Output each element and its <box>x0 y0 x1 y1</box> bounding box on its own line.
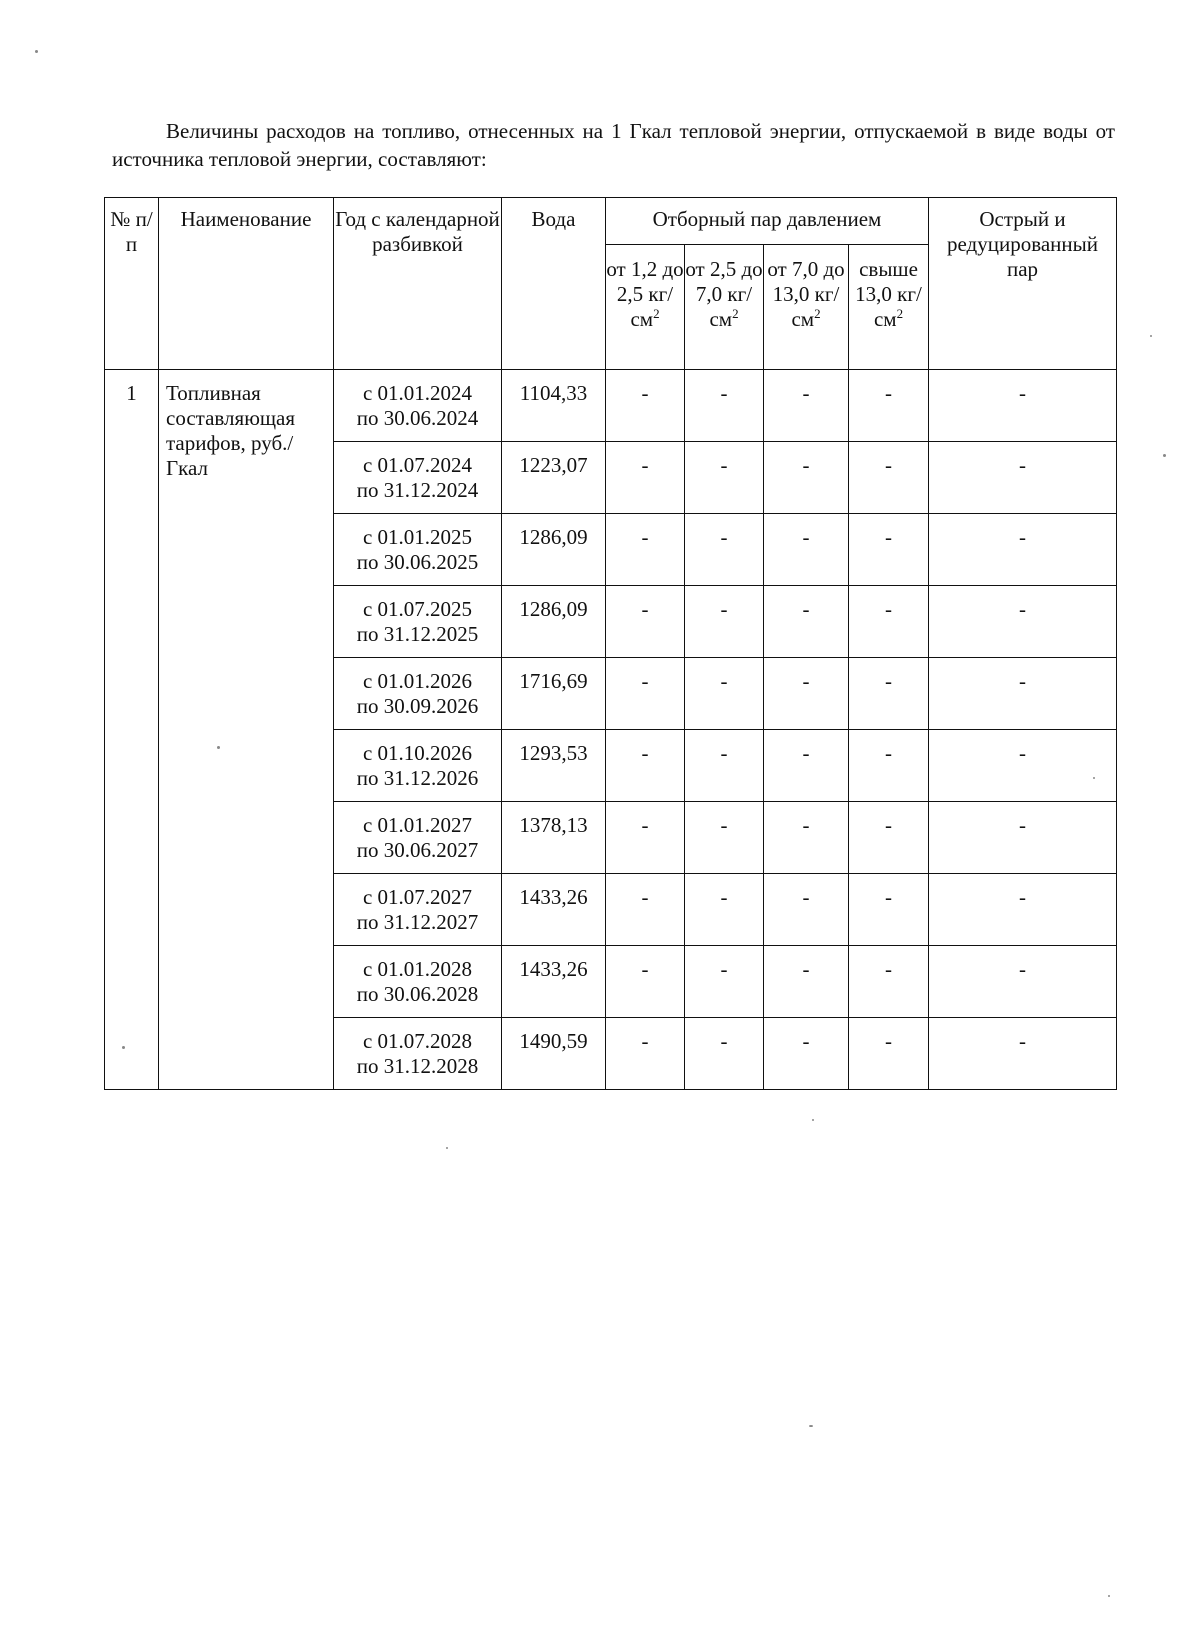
sharp-steam-value: - <box>929 586 1117 658</box>
steam-value: - <box>606 658 685 730</box>
sharp-steam-value: - <box>929 1018 1117 1090</box>
period-to: по 30.06.2024 <box>356 406 479 430</box>
pressure-exponent: 2 <box>653 306 660 321</box>
header-num: № п/п <box>105 198 159 370</box>
header-steam-group: Отборный пар давлением <box>606 198 929 245</box>
period-cell <box>334 514 502 586</box>
period-to: по 31.12.2026 <box>356 766 479 790</box>
steam-value: - <box>606 874 685 946</box>
period-from: с 01.07.2025 <box>362 597 473 621</box>
header-name: Наименование <box>159 198 334 370</box>
sharp-steam-value: - <box>929 730 1117 802</box>
steam-value: - <box>685 658 764 730</box>
intro-paragraph: Величины расходов на топливо, отнесенных на 1 Гкал тепловой энергии, отпускаемой в виде воды от источника тепловой энергии, составляют: <box>112 119 1115 171</box>
table-row <box>105 370 1117 442</box>
row-name: Топливная составляющая тарифов, руб./Гкал <box>159 370 334 1090</box>
water-value: 1293,53 <box>502 730 606 802</box>
period-cell <box>334 370 502 442</box>
scan-speck <box>809 1425 813 1427</box>
period-from: с 01.01.2026 <box>362 669 473 693</box>
steam-value: - <box>606 442 685 514</box>
period-cell <box>334 946 502 1018</box>
pressure-label: от 1,2 до 2,5 кг/см <box>606 257 684 331</box>
steam-value: - <box>764 370 849 442</box>
steam-value: - <box>606 802 685 874</box>
period-from: с 01.10.2026 <box>362 741 473 765</box>
pressure-label: свыше 13,0 кг/см <box>855 257 922 331</box>
steam-value: - <box>685 730 764 802</box>
steam-value: - <box>606 514 685 586</box>
steam-value: - <box>685 586 764 658</box>
period-from: с 01.07.2027 <box>362 885 473 909</box>
period-cell <box>334 442 502 514</box>
header-period: Год с календарной разбивкой <box>334 198 502 370</box>
header-water: Вода <box>502 198 606 370</box>
steam-value: - <box>606 1018 685 1090</box>
pressure-exponent: 2 <box>814 306 821 321</box>
period-from: с 01.01.2027 <box>362 813 473 837</box>
header-pressure-2 <box>685 245 764 370</box>
scan-speck <box>1150 335 1152 337</box>
scan-speck <box>446 1147 448 1149</box>
scan-speck <box>1108 1595 1110 1597</box>
header-row <box>105 198 1117 245</box>
steam-value: - <box>685 514 764 586</box>
scan-speck <box>1163 454 1166 457</box>
water-value: 1104,33 <box>502 370 606 442</box>
period-to: по 31.12.2027 <box>356 910 479 934</box>
period-to: по 30.06.2028 <box>356 982 479 1006</box>
pressure-label: от 7,0 до 13,0 кг/см <box>767 257 845 331</box>
sharp-steam-value: - <box>929 514 1117 586</box>
period-to: по 31.12.2028 <box>356 1054 479 1078</box>
steam-value: - <box>764 586 849 658</box>
water-value: 1433,26 <box>502 874 606 946</box>
water-value: 1433,26 <box>502 946 606 1018</box>
sharp-steam-value: - <box>929 658 1117 730</box>
period-cell <box>334 730 502 802</box>
steam-value: - <box>685 1018 764 1090</box>
steam-value: - <box>685 802 764 874</box>
steam-value: - <box>764 1018 849 1090</box>
steam-value: - <box>764 658 849 730</box>
steam-value: - <box>849 946 929 1018</box>
steam-value: - <box>849 1018 929 1090</box>
period-cell <box>334 658 502 730</box>
period-cell <box>334 802 502 874</box>
period-cell <box>334 586 502 658</box>
steam-value: - <box>849 586 929 658</box>
period-from: с 01.07.2028 <box>362 1029 473 1053</box>
steam-value: - <box>764 802 849 874</box>
steam-value: - <box>849 874 929 946</box>
period-from: с 01.07.2024 <box>362 453 473 477</box>
steam-value: - <box>849 514 929 586</box>
period-from: с 01.01.2025 <box>362 525 473 549</box>
period-to: по 30.06.2025 <box>356 550 479 574</box>
steam-value: - <box>685 442 764 514</box>
sharp-steam-value: - <box>929 802 1117 874</box>
sharp-steam-value: - <box>929 442 1117 514</box>
period-from: с 01.01.2024 <box>362 381 473 405</box>
header-sharp-steam: Острый и редуцированный пар <box>929 198 1117 370</box>
scan-speck <box>217 746 220 749</box>
steam-value: - <box>606 586 685 658</box>
steam-value: - <box>849 802 929 874</box>
header-pressure-4 <box>849 245 929 370</box>
steam-value: - <box>849 658 929 730</box>
water-value: 1378,13 <box>502 802 606 874</box>
steam-value: - <box>606 370 685 442</box>
steam-value: - <box>849 442 929 514</box>
steam-value: - <box>764 874 849 946</box>
period-to: по 30.09.2026 <box>356 694 479 718</box>
steam-value: - <box>764 730 849 802</box>
steam-value: - <box>685 370 764 442</box>
header-pressure-3 <box>764 245 849 370</box>
sharp-steam-value: - <box>929 370 1117 442</box>
steam-value: - <box>764 442 849 514</box>
period-from: с 01.01.2028 <box>362 957 473 981</box>
steam-value: - <box>685 946 764 1018</box>
fuel-cost-table <box>104 197 1117 1090</box>
scan-speck <box>1093 777 1095 779</box>
pressure-exponent: 2 <box>896 306 904 321</box>
scan-speck <box>812 1119 814 1121</box>
sharp-steam-value: - <box>929 874 1117 946</box>
row-number: 1 <box>105 370 159 1090</box>
pressure-exponent: 2 <box>732 306 739 321</box>
period-to: по 31.12.2024 <box>356 478 479 502</box>
header-pressure-1 <box>606 245 685 370</box>
steam-value: - <box>685 874 764 946</box>
scan-speck <box>35 50 38 53</box>
steam-value: - <box>849 370 929 442</box>
water-value: 1716,69 <box>502 658 606 730</box>
period-cell <box>334 874 502 946</box>
period-cell <box>334 1018 502 1090</box>
scan-speck <box>122 1046 125 1049</box>
steam-value: - <box>606 946 685 1018</box>
period-to: по 31.12.2025 <box>356 622 479 646</box>
pressure-label: от 2,5 до 7,0 кг/см <box>685 257 763 331</box>
water-value: 1286,09 <box>502 586 606 658</box>
period-to: по 30.06.2027 <box>356 838 479 862</box>
water-value: 1223,07 <box>502 442 606 514</box>
steam-value: - <box>606 730 685 802</box>
steam-value: - <box>764 946 849 1018</box>
sharp-steam-value: - <box>929 946 1117 1018</box>
steam-value: - <box>764 514 849 586</box>
water-value: 1286,09 <box>502 514 606 586</box>
steam-value: - <box>849 730 929 802</box>
water-value: 1490,59 <box>502 1018 606 1090</box>
